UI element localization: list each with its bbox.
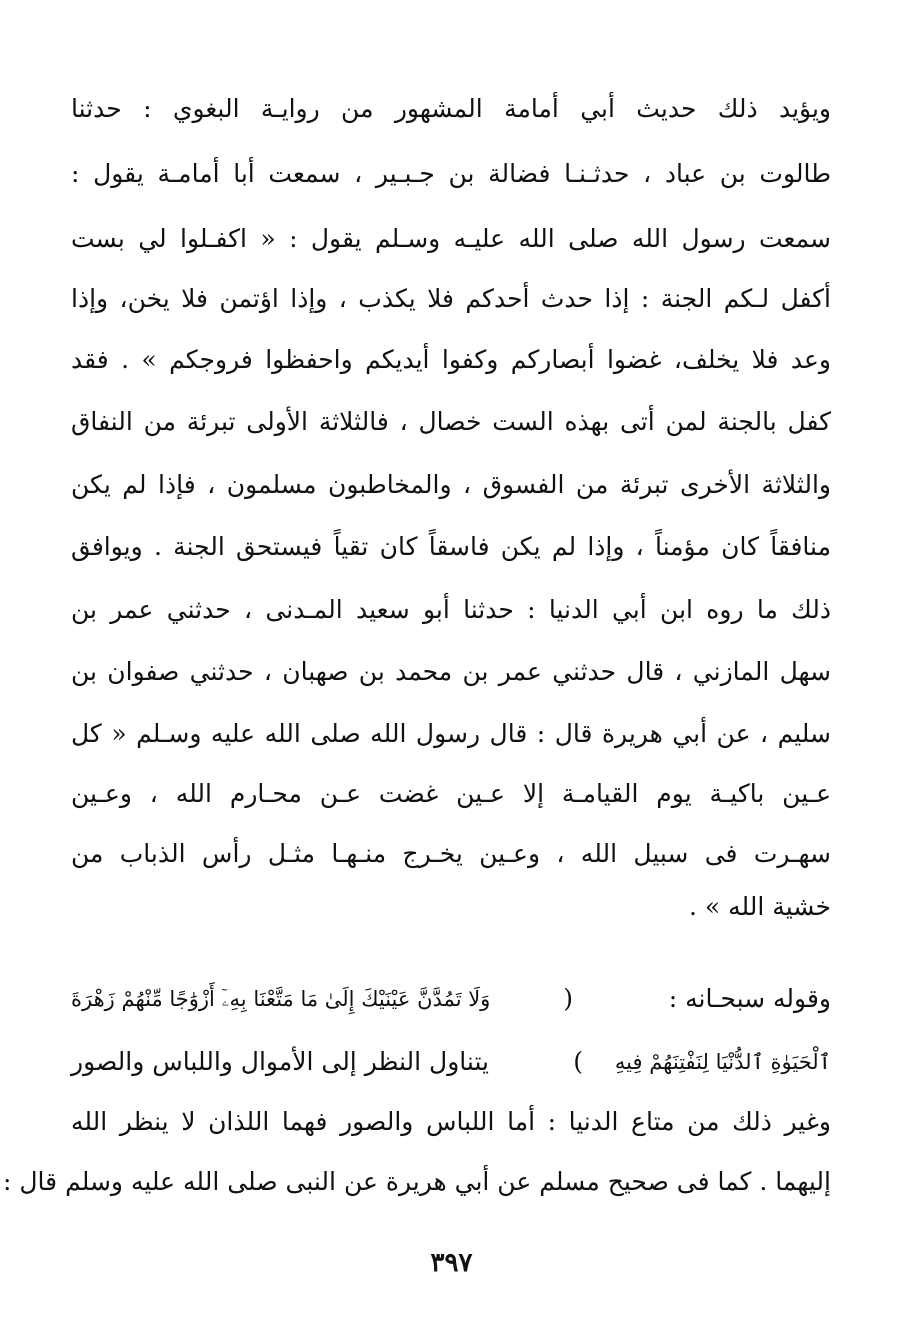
text-line: كفل بالجنة لمن أتى بهذه الست خصال ، فالثلاثة الأولى تبرئة من النفاق — [71, 407, 831, 436]
text-line: سهـرت فى سبيل الله ، وعـين يخـرج منـهـا مثـل رأس الذباب من — [71, 839, 831, 868]
verse-line-rest: يتناول النظر إلى الأموال واللباس والصور — [71, 1047, 489, 1076]
text-line: خشية الله » . — [688, 892, 831, 921]
quran-verse: وَلَا تَمُدَّنَّ عَيْنَيْكَ إِلَىٰ مَا مَتَّعْنَا بِهِۦٓ أَزْوَٰجًا مِّنْهُمْ زَهْرَةَ — [71, 987, 491, 1011]
text-line: سهل المازني ، قال حدثني عمر بن محمد بن صهبان ، حدثني صفوان بن — [71, 657, 831, 686]
text-line: ذلك ما روه ابن أبي الدنيا : حدثنا أبو سعيد المـدنى ، حدثني عمر بن — [71, 595, 831, 624]
text-line: منافقاً كان مؤمناً ، وإذا لم يكن فاسقاً كان تقياً فيستحق الجنة . ويوافق — [71, 532, 831, 561]
text-line: ويؤيد ذلك حديث أبي أمامة المشهور من روايـة البغوي : حدثنا — [71, 94, 831, 123]
text-line: طالوت بن عباد ، حدثـنـا فضالة بن جـبـير ، سمعت أبا أمامـة يقول : — [71, 159, 831, 188]
verse-open-bracket: ( — [563, 984, 573, 1013]
text-line: سمعت رسول الله صلى الله عليـه وسـلم يقول : « اكفـلوا لي بست — [71, 224, 831, 253]
text-line: والثلاثة الأخرى تبرئة من الفسوق ، والمخاطبون مسلمون ، فإذا لم يكن — [71, 470, 831, 499]
verse-intro: وقوله سبحـانه : — [668, 984, 831, 1013]
page-number: ٣٩٧ — [430, 1248, 473, 1278]
text-line: أكفل لـكم الجنة : إذا حدث أحدكم فلا يكذب ، وإذا اؤتمن فلا يخن، وإذا — [71, 284, 831, 313]
verse-close-bracket: ) — [573, 1047, 583, 1076]
quran-verse-continued: ٱلْحَيَوٰةِ ٱلدُّنْيَا لِنَفْتِنَهُمْ فِيهِ — [614, 1050, 831, 1074]
text-line: عـين باكيـة يوم القيامـة إلا عـين غضت عـن محـارم الله ، وعـين — [71, 779, 831, 808]
text-line: وعد فلا يخلف، غضوا أبصاركم وكفوا أيديكم واحفظوا فروجكم » . فقد — [71, 345, 831, 374]
text-line: وغير ذلك من متاع الدنيا : أما اللباس والصور فهما اللذان لا ينظر الله — [71, 1107, 831, 1136]
text-line: سليم ، عن أبي هريرة قال : قال رسول الله صلى الله عليه وسـلم « كل — [71, 719, 831, 748]
text-line: إليهما . كما فى صحيح مسلم عن أبي هريرة عن النبى صلى الله عليه وسلم قال : — [3, 1167, 831, 1196]
